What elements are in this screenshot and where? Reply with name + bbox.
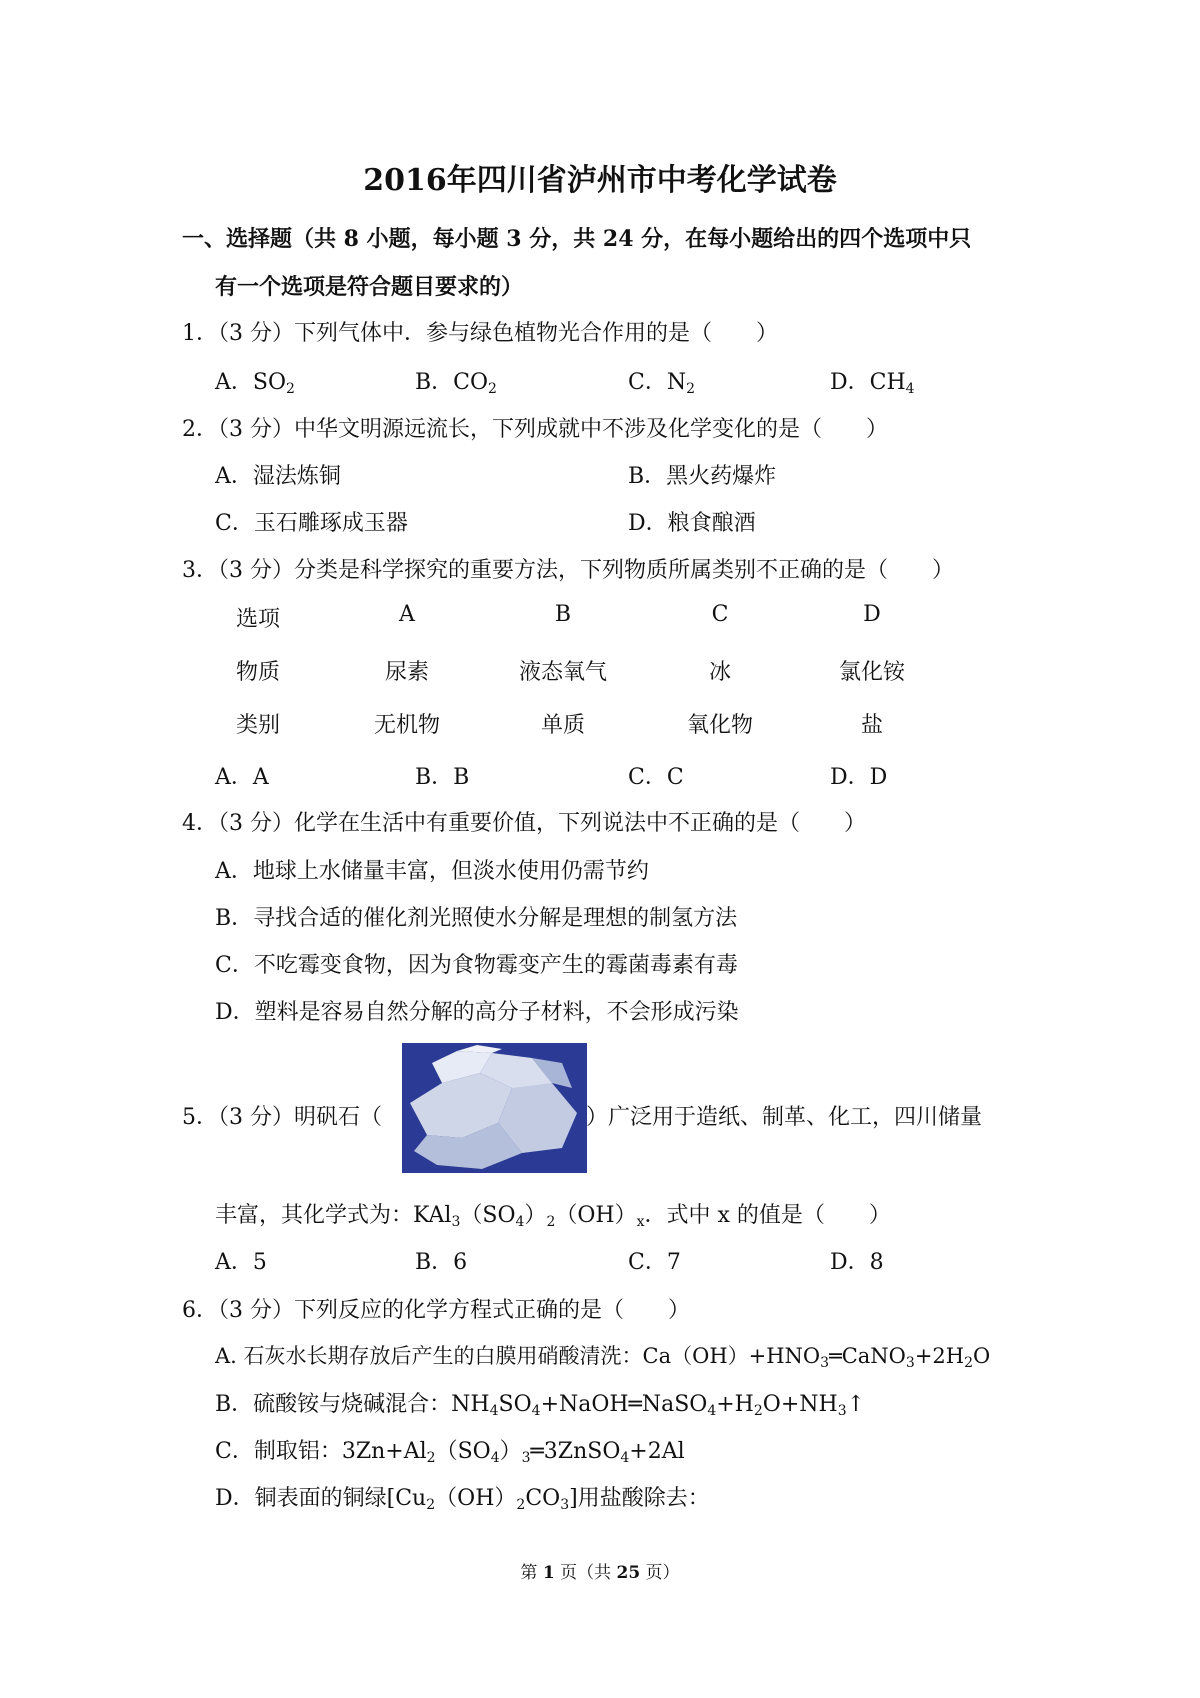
q5-option-c: C．7 — [628, 1250, 681, 1275]
table-cell-r2c4: 冰 — [708, 660, 731, 685]
q4-option-d: D．塑料是容易自然分解的高分子材料，不会形成污染 — [215, 1000, 739, 1025]
question-5-stem-start: 5．（3 分）明矾石（ — [182, 1105, 382, 1130]
table-cell-r1c3: B — [554, 602, 572, 627]
total-pages: 25 — [616, 1563, 641, 1583]
q2-option-d: D．粮食酿酒 — [628, 511, 756, 536]
table-cell-r2c2: 尿素 — [384, 660, 429, 685]
section-heading-line1: 一、选择题（共 8 小题，每小题 3 分，共 24 分，在每小题给出的四个选项中只 — [182, 226, 972, 252]
table-cell-r2c5: 氯化铵 — [838, 660, 905, 685]
q1-option-a: A．$SO_2$ — [215, 370, 295, 397]
table-cell-r1c5: D — [863, 602, 881, 627]
q6-option-a: A. 石灰水长期存放后产生的白膜用硝酸清洗：$Ca(OH)+HNO_3═CaNO_3+2H_2O$ — [215, 1344, 991, 1371]
table-cell-r3c2: 无机物 — [373, 713, 440, 738]
alunite-photo — [402, 1043, 587, 1173]
current-page-number: 1 — [542, 1563, 555, 1583]
table-cell-r3c1: 类别 — [235, 713, 280, 738]
table-cell-r1c4: C — [711, 602, 729, 627]
section-heading-line2: 有一个选项是符合题目要求的） — [215, 274, 524, 300]
question-3-stem: 3．（3 分）分类是科学探究的重要方法，下列物质所属类别不正确的是（ ） — [182, 558, 954, 583]
question-5-formula-line: 丰富，其化学式为：$KAl_3(SO_4)_2(OH)_x$．式中 x 的值是（ ） — [215, 1203, 891, 1230]
q4-option-a: A．地球上水储量丰富，但淡水使用仍需节约 — [215, 859, 649, 884]
q3-option-d: D．D — [830, 765, 888, 790]
question-5-stem-end: ）广泛用于造纸、制革、化工，四川储量 — [586, 1105, 983, 1130]
table-cell-r3c4: 氧化物 — [686, 713, 753, 738]
q4-option-b: B．寻找合适的催化剂光照使水分解是理想的制氢方法 — [215, 906, 738, 931]
table-cell-r3c5: 盐 — [860, 713, 883, 738]
q3-option-a: A．A — [215, 765, 269, 790]
question-1-stem: 1．（3 分）下列气体中．参与绿色植物光合作用的是（ ） — [182, 321, 778, 346]
q1-option-b: B．$CO_2$ — [415, 370, 497, 397]
page-footer: 第 1 页（共 25 页） — [520, 1563, 680, 1583]
q1-option-c: C．$N_2$ — [628, 370, 696, 397]
table-cell-r2c3: 液态氧气 — [518, 660, 607, 685]
table-cell-r2c1: 物质 — [235, 660, 280, 685]
q5-option-b: B．6 — [415, 1250, 468, 1275]
question-4-stem: 4．（3 分）化学在生活中有重要价值，下列说法中不正确的是（ ） — [182, 811, 866, 836]
q4-option-c: C．不吃霉变食物，因为食物霉变产生的霉菌毒素有毒 — [215, 953, 738, 978]
table-cell-r1c1: 选项 — [235, 607, 280, 632]
alunite-mineral-image — [402, 1043, 587, 1173]
q2-option-a: A．湿法炼铜 — [215, 464, 341, 489]
q3-option-c: C．C — [628, 765, 684, 790]
q6-option-c: C．制取铝：$3Zn+Al_2(SO_4)_3═3ZnSO_4+2Al$ — [215, 1439, 685, 1466]
table-cell-r1c2: A — [399, 602, 415, 627]
q3-option-b: B．B — [415, 765, 470, 790]
table-cell-r3c3: 单质 — [540, 713, 585, 738]
q5-option-d: D．8 — [830, 1250, 884, 1275]
page-title: 2016年四川省泸州市中考化学试卷 — [363, 163, 837, 198]
q2-option-c: C．玉石雕琢成玉器 — [215, 511, 408, 536]
q6-option-b: B．硫酸铵与烧碱混合：$NH_4SO_4+NaOH═NaSO_4+H_2O+NH_3↑$ — [215, 1392, 866, 1419]
question-6-stem: 6．（3 分）下列反应的化学方程式正确的是（ ） — [182, 1298, 690, 1323]
q6-option-d: D．铜表面的铜绿$[Cu_2(OH)_2CO_3]$用盐酸除去： — [215, 1486, 710, 1513]
question-2-stem: 2．（3 分）中华文明源远流长，下列成就中不涉及化学变化的是（ ） — [182, 417, 888, 442]
q2-option-b: B．黑火药爆炸 — [628, 464, 777, 489]
q1-option-d: D．$CH_4$ — [830, 370, 915, 397]
q5-option-a: A．5 — [215, 1250, 267, 1275]
